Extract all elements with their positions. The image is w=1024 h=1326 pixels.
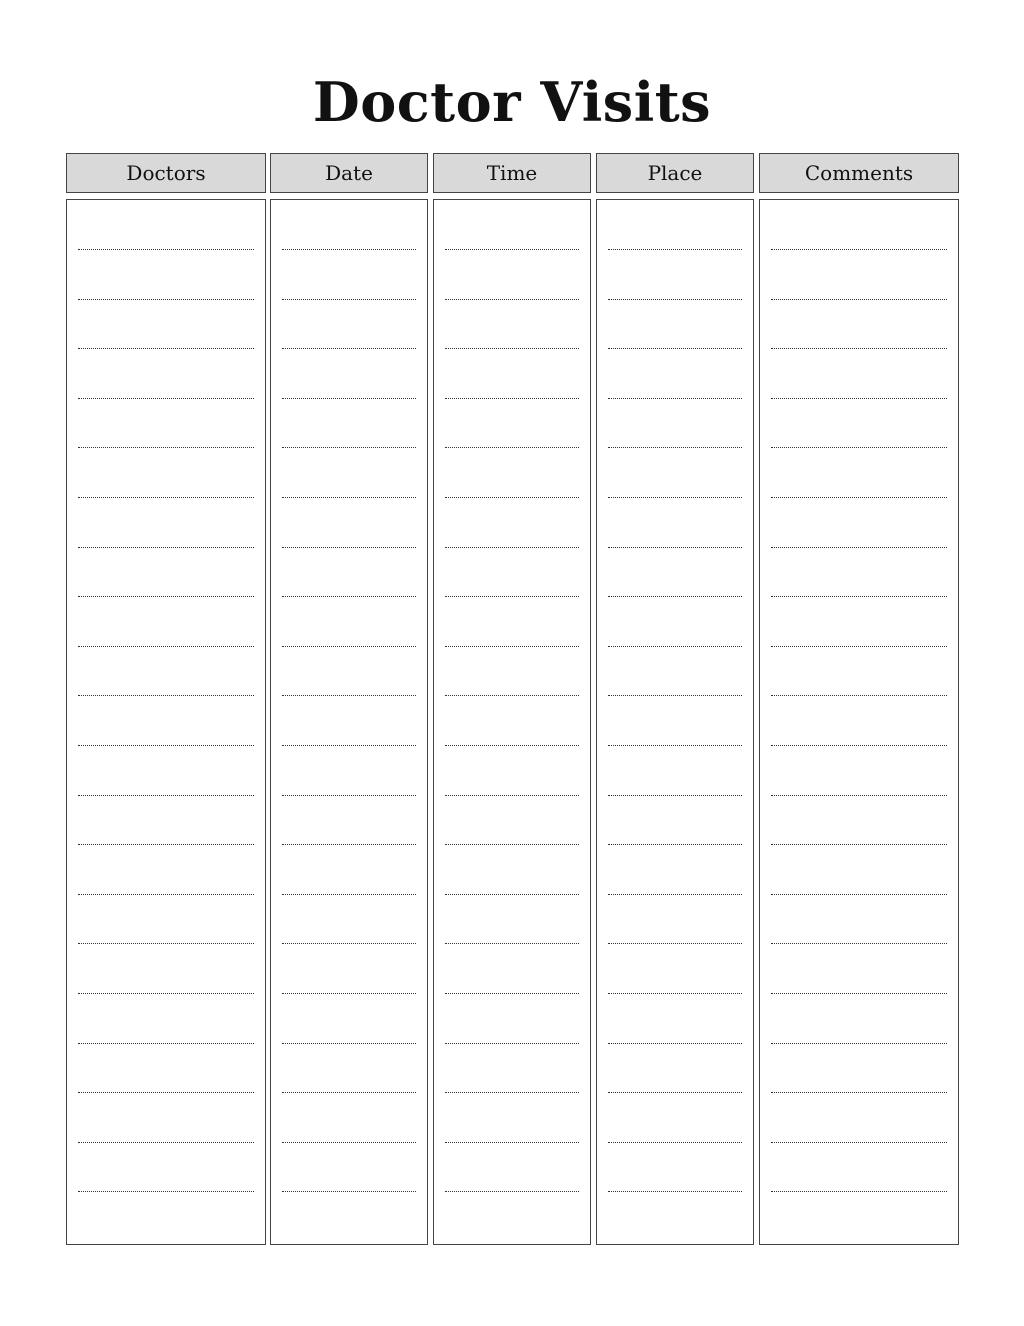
entry-line-doctors[interactable] bbox=[78, 993, 254, 994]
entry-line-date[interactable] bbox=[282, 596, 416, 597]
entry-line-comments[interactable] bbox=[771, 497, 947, 498]
entry-line-time[interactable] bbox=[445, 943, 579, 944]
entry-line-place[interactable] bbox=[608, 249, 742, 250]
entry-line-doctors[interactable] bbox=[78, 943, 254, 944]
entry-line-time[interactable] bbox=[445, 695, 579, 696]
column-body-comments bbox=[759, 199, 959, 1245]
entry-line-date[interactable] bbox=[282, 1191, 416, 1192]
entry-line-place[interactable] bbox=[608, 1043, 742, 1044]
entry-line-comments[interactable] bbox=[771, 1191, 947, 1192]
entry-line-comments[interactable] bbox=[771, 943, 947, 944]
entry-line-doctors[interactable] bbox=[78, 398, 254, 399]
entry-line-date[interactable] bbox=[282, 249, 416, 250]
entry-line-time[interactable] bbox=[445, 497, 579, 498]
entry-line-comments[interactable] bbox=[771, 299, 947, 300]
column-body-doctors bbox=[66, 199, 266, 1245]
entry-line-date[interactable] bbox=[282, 299, 416, 300]
entry-line-doctors[interactable] bbox=[78, 348, 254, 349]
entry-line-place[interactable] bbox=[608, 795, 742, 796]
entry-line-doctors[interactable] bbox=[78, 795, 254, 796]
entry-line-comments[interactable] bbox=[771, 1142, 947, 1143]
entry-line-date[interactable] bbox=[282, 348, 416, 349]
column-header-comments: Comments bbox=[759, 153, 959, 193]
column-body-date bbox=[270, 199, 428, 1245]
entry-line-time[interactable] bbox=[445, 299, 579, 300]
entry-line-time[interactable] bbox=[445, 249, 579, 250]
entry-line-doctors[interactable] bbox=[78, 1142, 254, 1143]
entry-line-time[interactable] bbox=[445, 398, 579, 399]
entry-line-comments[interactable] bbox=[771, 844, 947, 845]
entry-line-date[interactable] bbox=[282, 795, 416, 796]
entry-line-date[interactable] bbox=[282, 695, 416, 696]
entry-line-place[interactable] bbox=[608, 596, 742, 597]
entry-line-date[interactable] bbox=[282, 943, 416, 944]
entry-line-time[interactable] bbox=[445, 547, 579, 548]
entry-line-doctors[interactable] bbox=[78, 894, 254, 895]
entry-line-comments[interactable] bbox=[771, 547, 947, 548]
entry-line-doctors[interactable] bbox=[78, 745, 254, 746]
column-header-place: Place bbox=[596, 153, 754, 193]
entry-line-date[interactable] bbox=[282, 497, 416, 498]
entry-line-comments[interactable] bbox=[771, 646, 947, 647]
entry-line-comments[interactable] bbox=[771, 398, 947, 399]
page-title: Doctor Visits bbox=[312, 70, 712, 134]
entry-line-doctors[interactable] bbox=[78, 1092, 254, 1093]
entry-line-doctors[interactable] bbox=[78, 299, 254, 300]
entry-line-time[interactable] bbox=[445, 844, 579, 845]
entry-line-doctors[interactable] bbox=[78, 547, 254, 548]
entry-line-place[interactable] bbox=[608, 745, 742, 746]
entry-line-comments[interactable] bbox=[771, 894, 947, 895]
entry-line-doctors[interactable] bbox=[78, 249, 254, 250]
entry-line-date[interactable] bbox=[282, 547, 416, 548]
entry-line-doctors[interactable] bbox=[78, 1043, 254, 1044]
entry-line-comments[interactable] bbox=[771, 348, 947, 349]
entry-line-place[interactable] bbox=[608, 398, 742, 399]
entry-line-place[interactable] bbox=[608, 943, 742, 944]
entry-line-date[interactable] bbox=[282, 894, 416, 895]
entry-line-time[interactable] bbox=[445, 646, 579, 647]
entry-line-time[interactable] bbox=[445, 1142, 579, 1143]
entry-line-date[interactable] bbox=[282, 398, 416, 399]
column-header-time: Time bbox=[433, 153, 591, 193]
entry-line-date[interactable] bbox=[282, 844, 416, 845]
entry-line-date[interactable] bbox=[282, 447, 416, 448]
entry-line-place[interactable] bbox=[608, 894, 742, 895]
entry-line-time[interactable] bbox=[445, 348, 579, 349]
entry-line-comments[interactable] bbox=[771, 447, 947, 448]
entry-line-place[interactable] bbox=[608, 646, 742, 647]
entry-line-comments[interactable] bbox=[771, 795, 947, 796]
entry-line-doctors[interactable] bbox=[78, 447, 254, 448]
entry-line-comments[interactable] bbox=[771, 745, 947, 746]
column-header-doctors: Doctors bbox=[66, 153, 266, 193]
entry-line-place[interactable] bbox=[608, 348, 742, 349]
entry-line-place[interactable] bbox=[608, 993, 742, 994]
entry-line-doctors[interactable] bbox=[78, 646, 254, 647]
entry-line-comments[interactable] bbox=[771, 1092, 947, 1093]
entry-line-time[interactable] bbox=[445, 1043, 579, 1044]
entry-line-time[interactable] bbox=[445, 745, 579, 746]
entry-line-comments[interactable] bbox=[771, 249, 947, 250]
entry-line-date[interactable] bbox=[282, 1043, 416, 1044]
entry-line-time[interactable] bbox=[445, 993, 579, 994]
entry-line-comments[interactable] bbox=[771, 596, 947, 597]
entry-line-place[interactable] bbox=[608, 695, 742, 696]
column-header-date: Date bbox=[270, 153, 428, 193]
entry-line-comments[interactable] bbox=[771, 1043, 947, 1044]
entry-line-time[interactable] bbox=[445, 1092, 579, 1093]
entry-line-place[interactable] bbox=[608, 1092, 742, 1093]
entry-line-date[interactable] bbox=[282, 1092, 416, 1093]
entry-line-place[interactable] bbox=[608, 1142, 742, 1143]
entry-line-place[interactable] bbox=[608, 1191, 742, 1192]
entry-line-place[interactable] bbox=[608, 447, 742, 448]
entry-line-date[interactable] bbox=[282, 993, 416, 994]
entry-line-place[interactable] bbox=[608, 497, 742, 498]
entry-line-date[interactable] bbox=[282, 646, 416, 647]
entry-line-place[interactable] bbox=[608, 547, 742, 548]
entry-line-place[interactable] bbox=[608, 299, 742, 300]
entry-line-comments[interactable] bbox=[771, 695, 947, 696]
entry-line-place[interactable] bbox=[608, 844, 742, 845]
entry-line-comments[interactable] bbox=[771, 993, 947, 994]
entry-line-time[interactable] bbox=[445, 795, 579, 796]
entry-line-date[interactable] bbox=[282, 1142, 416, 1143]
column-body-time bbox=[433, 199, 591, 1245]
entry-line-time[interactable] bbox=[445, 596, 579, 597]
entry-line-time[interactable] bbox=[445, 894, 579, 895]
entry-line-doctors[interactable] bbox=[78, 844, 254, 845]
entry-line-doctors[interactable] bbox=[78, 596, 254, 597]
entry-line-doctors[interactable] bbox=[78, 695, 254, 696]
entry-line-time[interactable] bbox=[445, 447, 579, 448]
entry-line-doctors[interactable] bbox=[78, 497, 254, 498]
column-body-place bbox=[596, 199, 754, 1245]
entry-line-doctors[interactable] bbox=[78, 1191, 254, 1192]
entry-line-date[interactable] bbox=[282, 745, 416, 746]
entry-line-time[interactable] bbox=[445, 1191, 579, 1192]
